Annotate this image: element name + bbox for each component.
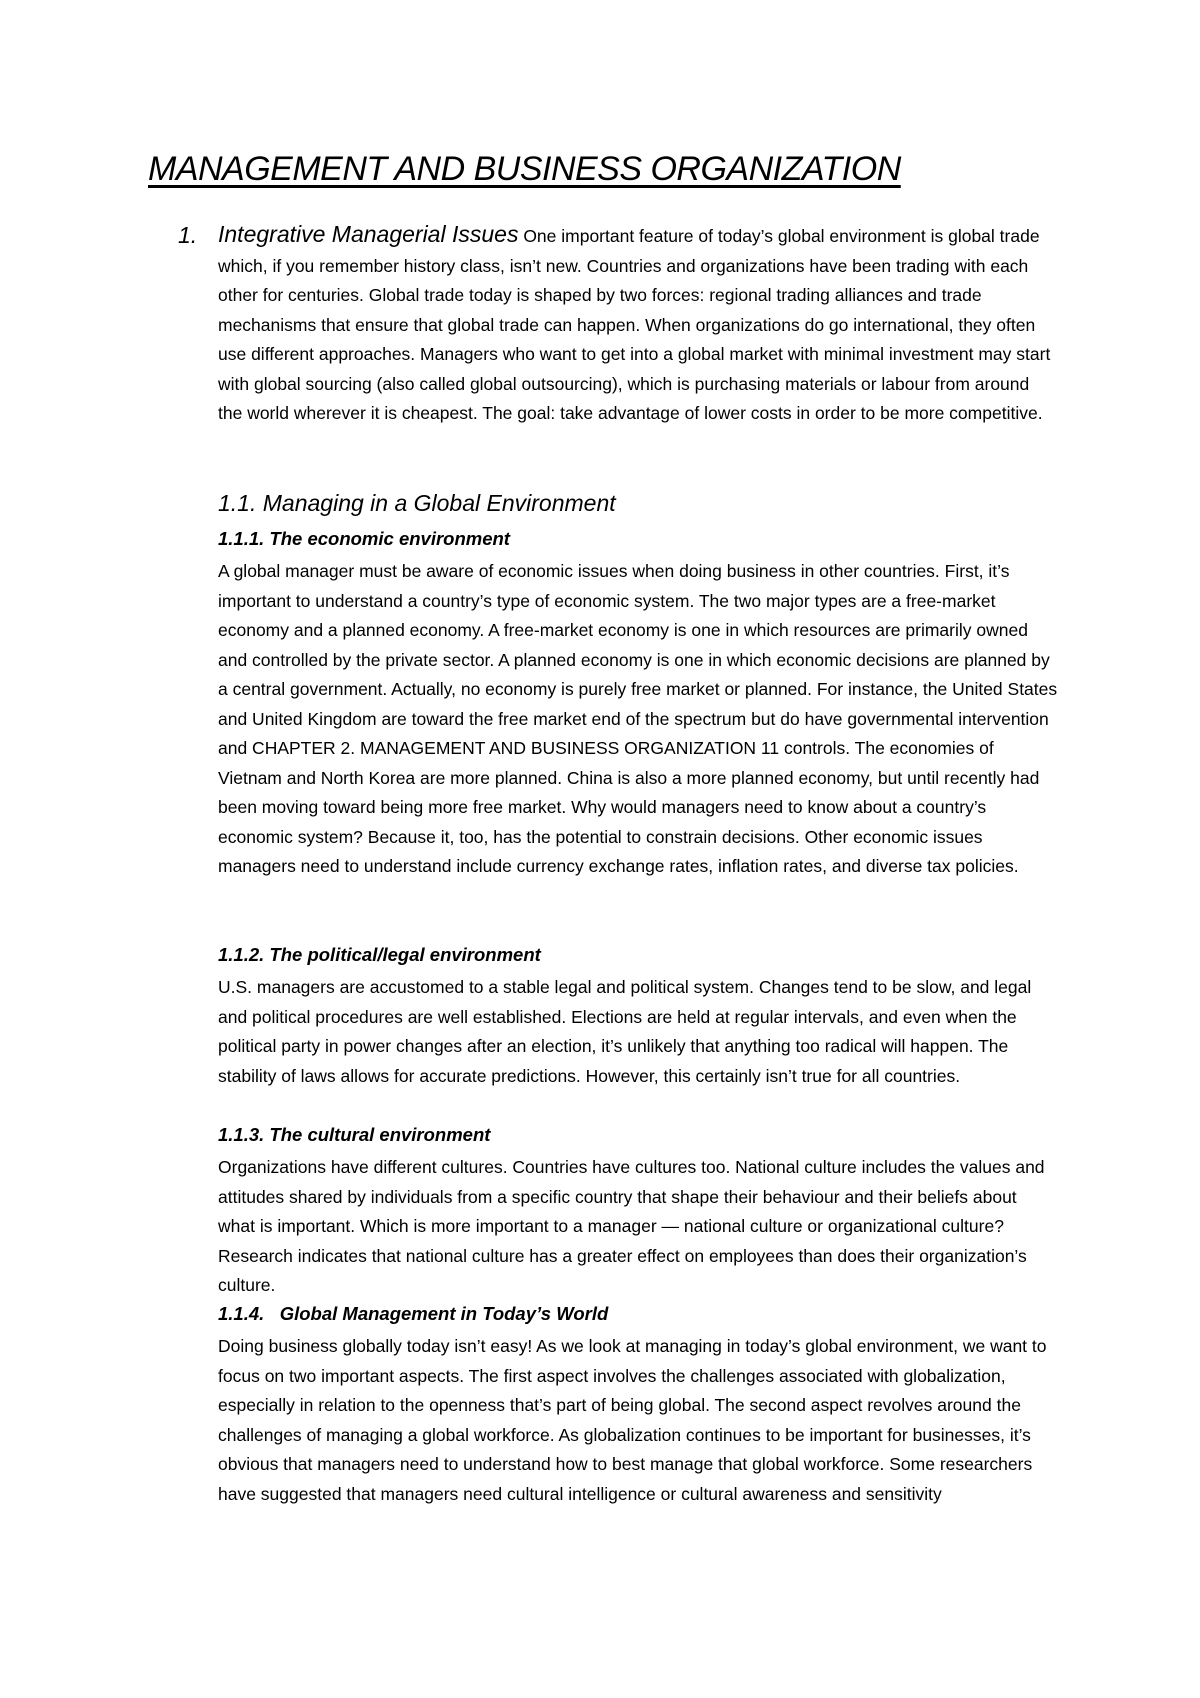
heading-economic-environment: 1.1.1. The economic environment (218, 528, 510, 549)
paragraph-global-management: Doing business globally today isn’t easy! As we look at managing in today’s global environment, we want to focus on two important aspects. The first aspect involves the challenges associated with globalization, especially in relation to the openness that’s part of being global. The second aspect revolves around the challenges of managing a global workforce. As globalization continues to be important for businesses, it’s obvious that managers need to understand how to best manage that global workforce. Some researchers have suggested that managers need cultural intelligence or cultural awareness and sensitivity (218, 1336, 1047, 1504)
paragraph-political-legal-environment: U.S. managers are accustomed to a stable legal and political system. Changes tend to be slow, and legal and political procedures are well established. Elections are held at regular intervals, and even when the political party in power changes after an election, it’s unlikely that anything too radical will happen. The stability of laws allows for accurate predictions. However, this certainly isn’t true for all countries. (218, 977, 1032, 1086)
section-paragraph (218, 220, 1058, 429)
section-body-text: One important feature of today’s global environment is global trade which, if you remember history class, isn’t new. Countries and organizations have been trading with each other for centuries. Global trade today is shaped by two forces: regional trading alliances and trade mechanisms that ensure that global trade can happen. When organizations do go international, they often use different approaches. Managers who want to get into a global market with minimal investment may start with global sourcing (also called global outsourcing), which is purchasing materials or labour from around the world wherever it is cheapest. The goal: take advantage of lower costs in order to be more competitive. (218, 226, 1051, 423)
section-number: 1. (178, 222, 198, 248)
heading-cultural-environment: 1.1.3. The cultural environment (218, 1124, 491, 1145)
heading-global-management: 1.1.4. Global Management in Today’s World (218, 1303, 609, 1324)
heading-political-legal-environment: 1.1.2. The political/legal environment (218, 944, 541, 965)
paragraph-cultural-environment: Organizations have different cultures. Countries have cultures too. National culture includes the values and attitudes shared by individuals from a specific country that shape their behaviour and their beliefs about what is important. Which is more important to a manager — national culture or organizational culture? Research indicates that national culture has a greater effect on employees than does their organization’s culture. (218, 1157, 1045, 1295)
section-heading: Integrative Managerial Issues (218, 221, 519, 247)
document-title: MANAGEMENT AND BUSINESS ORGANIZATION (148, 150, 901, 188)
paragraph-economic-environment: A global manager must be aware of economic issues when doing business in other countries. First, it’s important to understand a country’s type of economic system. The two major types are a free-market economy and a planned economy. A free-market economy is one in which resources are primarily owned and controlled by the private sector. A planned economy is one in which economic decisions are planned by a central government. Actually, no economy is purely free market or planned. For instance, the United States and United Kingdom are toward the free market end of the spectrum but do have governmental intervention and CHAPTER 2. MANAGEMENT AND BUSINESS ORGANIZATION 11 controls. The economies of Vietnam and North Korea are more planned. China is also a more planned economy, but until recently had been moving toward being more free market. Why would managers need to know about a country’s economic system? Because it, too, has the potential to constrain decisions. Other economic issues managers need to understand include currency exchange rates, inflation rates, and diverse tax policies. (218, 561, 1058, 876)
subsection-heading-global-environment: 1.1. Managing in a Global Environment (218, 490, 616, 516)
